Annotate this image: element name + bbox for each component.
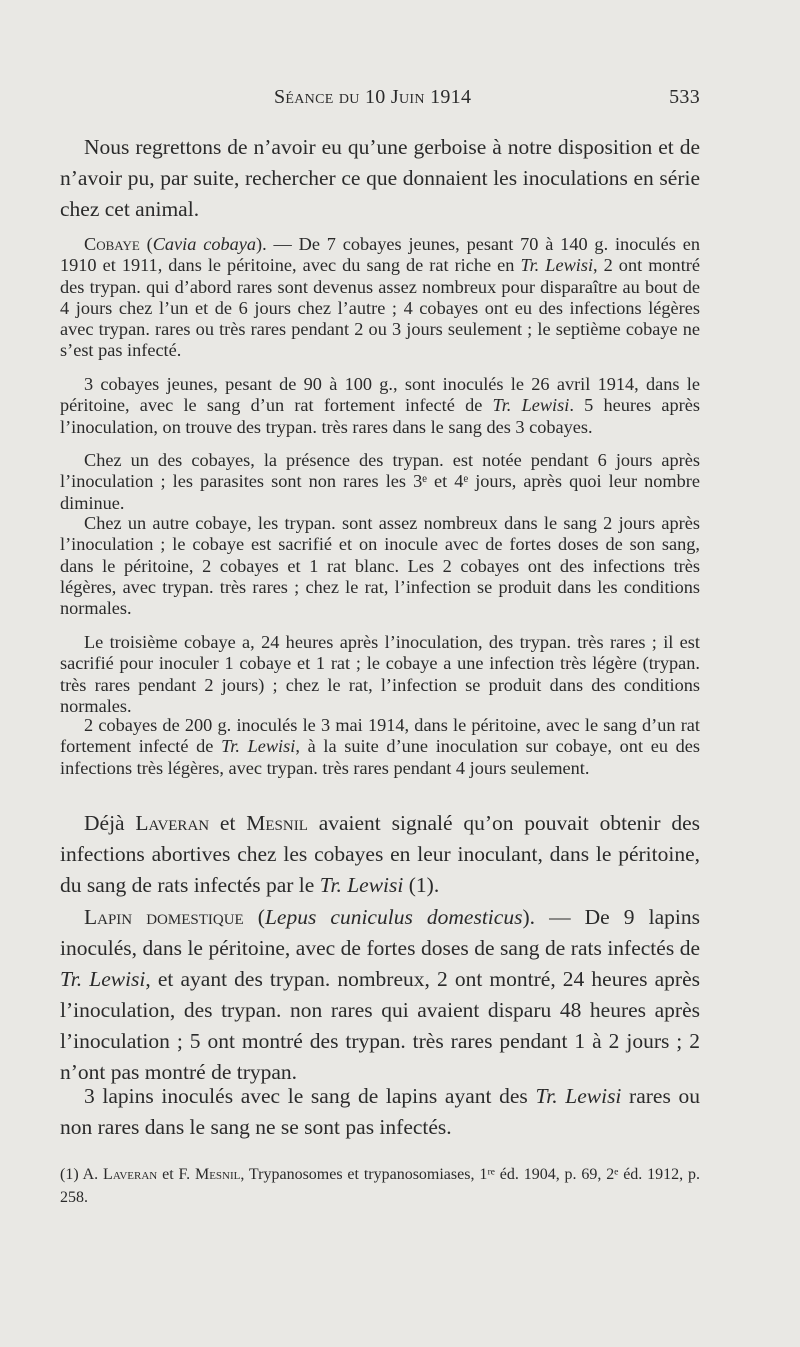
- text-run: (: [243, 905, 265, 929]
- page-header: [60, 86, 700, 116]
- text-run: 3 lapins inoculés avec le sang de lapins ayant des: [84, 1084, 536, 1108]
- small-caps-text: Cobaye: [84, 234, 140, 254]
- footnote: [60, 1163, 700, 1209]
- italic-text: Cavia cobaya: [152, 234, 257, 254]
- text-run: (: [139, 234, 153, 254]
- text-run: Chez un des cobayes, la présence des trypan. est notée pendant 6 jours après l’inoculation ; les parasites sont non rares les 3ᵉ et 4ᵉ jours, après quoi leur nombre diminue.: [60, 450, 700, 513]
- italic-text: Tr. Lewisi: [520, 255, 594, 276]
- paragraph-autre-cobaye: [60, 513, 700, 619]
- text-run: et F.: [157, 1166, 195, 1183]
- italic-text: Tr. Lewisi: [60, 967, 146, 991]
- text-run: , Trypanosomes et trypanosomiases, 1ʳᵉ éd. 1904, p. 69, 2ᵉ éd. 1912, p. 258.: [60, 1166, 701, 1206]
- small-caps-text: Lapin domestique: [84, 905, 244, 929]
- page-number: 533: [669, 86, 700, 108]
- italic-text: Lepus cuniculus domesticus: [264, 905, 523, 929]
- text-run: rares ou non rares dans le sang ne se sont pas infectés.: [60, 1084, 700, 1139]
- text-run: 3 cobayes jeunes, pesant de 90 à 100 g., sont inoculés le 26 avril 1914, dans le péritoine, avec le sang d’un rat fortement infecté de: [60, 374, 700, 416]
- running-head: Séance du 10 Juin 1914: [274, 86, 472, 108]
- paragraph-premier-cobaye: [60, 450, 700, 514]
- text-run: ). — De 9 lapins inoculés, dans le péritoine, avec de fortes doses de sang de rats infectés de: [60, 905, 700, 960]
- small-caps-text: Laveran: [135, 811, 210, 835]
- italic-text: Tr. Lewisi: [319, 873, 404, 897]
- italic-text: Tr. Lewisi: [535, 1084, 622, 1108]
- text-run: ). — De 7 cobayes jeunes, pesant 70 à 140 g. inoculés en 1910 et 1911, dans le péritoine, avec du sang de rat riche en: [60, 234, 700, 276]
- text-run: (1).: [403, 873, 440, 897]
- text-run: (1) A.: [60, 1166, 104, 1183]
- text-run: avaient signalé qu’on pouvait obtenir des infections abortives chez les cobayes en leur inoculant, dans le péritoine, du sang de rats infectés par le: [60, 811, 700, 897]
- small-caps-text: Mesnil: [246, 811, 308, 835]
- paragraph-troisieme-cobaye: [60, 632, 700, 717]
- paragraph-gerboise: [60, 132, 700, 225]
- text-run: Chez un autre cobaye, les trypan. sont assez nombreux dans le sang 2 jours après l’inoculation ; le cobaye est sacrifié et on inocule avec de fortes doses de son sang, dans le péritoine, 2 cobayes et 1 rat blanc. Les 2 cobayes ont des infections très légères, avec trypan. très rares ; chez le rat, l’infection se produit dans les conditions normales.: [60, 513, 700, 619]
- text-run: et: [209, 811, 247, 835]
- paragraph-cobayes-jeunes: [60, 374, 700, 438]
- text-run: 2 cobayes de 200 g. inoculés le 3 mai 1914, dans le péritoine, avec le sang d’un rat fortement infecté de: [60, 715, 700, 757]
- paragraph-laveran-mesnil: [60, 808, 700, 901]
- text-run: Le troisième cobaye a, 24 heures après l’inoculation, des trypan. très rares ; il est sacrifié pour inoculer 1 cobaye et 1 rat ; le cobaye a une infection très légère (trypan. très rares pendant 2 jours) ; chez le rat, l’infection se produit dans des conditions normales.: [60, 632, 700, 716]
- text-run: , 2 ont montré des trypan. qui d’abord rares sont devenus assez nombreux pour disparaître au bout de 4 jours chez l’un et de 6 jours chez l’autre ; 4 cobayes ont eu des infections légères avec trypan. rares ou très rares pendant 2 ou 3 jours seulement ; le septième cobaye ne s’est pas infecté.: [60, 255, 700, 361]
- small-caps-text: Laveran: [103, 1166, 158, 1183]
- italic-text: Tr. Lewisi: [492, 395, 570, 416]
- paragraph-trois-lapins: [60, 1081, 700, 1143]
- italic-text: Tr. Lewisi: [221, 736, 296, 757]
- text-run: Déjà: [84, 811, 136, 835]
- small-caps-text: Mesnil: [194, 1166, 241, 1183]
- text-run: , et ayant des trypan. nombreux, 2 ont montré, 24 heures après l’inoculation, des trypan. non rares qui avaient disparu 48 heures après l’inoculation ; 5 ont montré des trypan. très rares pendant 1 à 2 jours ; 2 n’ont pas montré de trypan.: [60, 967, 700, 1084]
- text-run: , à la suite d’une inoculation sur cobaye, ont eu des infections très légères, avec trypan. très rares pendant 4 jours seulement.: [60, 736, 700, 778]
- text-run: Nous regrettons de n’avoir eu qu’une gerboise à notre disposition et de n’avoir pu, par suite, rechercher ce que donnaient les inoculations en série chez cet animal.: [60, 135, 700, 221]
- text-run: . 5 heures après l’inoculation, on trouve des trypan. très rares dans le sang des 3 cobayes.: [60, 395, 700, 437]
- paragraph-cobaye-intro: [60, 234, 700, 362]
- paragraph-lapin-domestique: [60, 902, 700, 1088]
- paragraph-deux-cobayes: [60, 715, 700, 779]
